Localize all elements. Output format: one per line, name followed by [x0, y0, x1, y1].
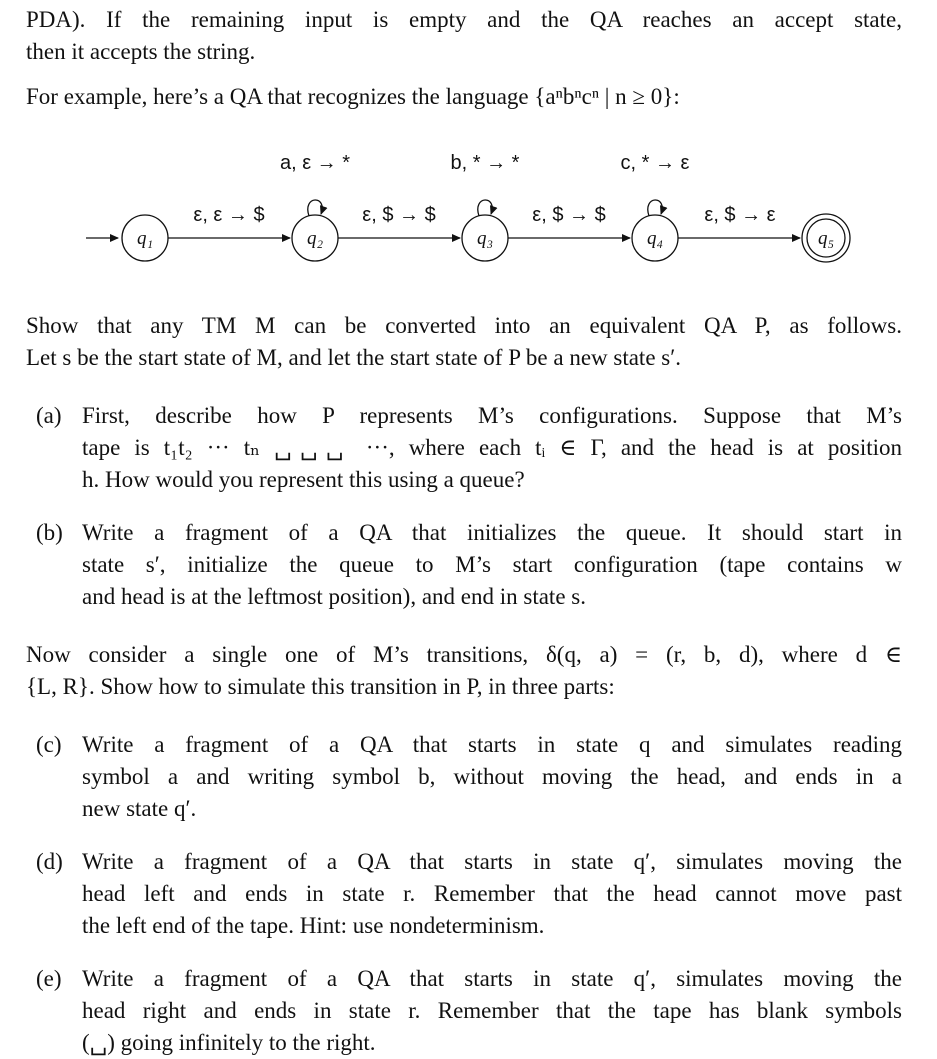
part-d-line-1: Write a fragment of a QA that starts in state q′, simulates moving the: [82, 849, 902, 874]
intro-line-1: PDA). If the remaining input is empty and the QA reaches an accept state,: [26, 7, 902, 32]
part-d-line-3: the left end of the tape. Hint: use nondeterminism.: [82, 913, 545, 938]
state-q3: [462, 215, 508, 261]
transition-label-q4-q5: ε, $ → ε: [704, 204, 776, 226]
part-a: [26, 400, 902, 496]
state-q4: [632, 215, 678, 261]
state-q2-label: q₂: [306, 228, 324, 249]
intro-line-2: then it accepts the string.: [26, 39, 256, 64]
state-q3-label: q₃: [476, 228, 494, 249]
state-q2: [292, 215, 338, 261]
part-c-line-2: symbol a and writing symbol b, without moving the head, and ends in a: [82, 764, 902, 789]
self-loop-q4: [648, 200, 662, 216]
transition-intro-line-2: {L, R}. Show how to simulate this transition in P, in three parts:: [26, 674, 615, 699]
part-e-line-3: (␣) going infinitely to the right.: [82, 1030, 376, 1055]
self-loop-q3: [478, 200, 492, 216]
loop-label-q3: b, * → *: [450, 152, 520, 174]
show-line-1: Show that any TM M can be converted into an equivalent QA P, as follows.: [26, 313, 902, 338]
part-e-tag: (e): [36, 966, 62, 991]
part-b-line-2: state s′, initialize the queue to M’s start configuration (tape contains w: [82, 552, 902, 577]
part-c: [26, 729, 902, 825]
part-d-tag: (d): [36, 849, 63, 874]
transition-label-q3-q4: ε, $ → $: [532, 204, 606, 226]
part-c-tag: (c): [36, 732, 62, 757]
qa-state-diagram: [26, 135, 902, 275]
parts-a-b: [26, 400, 902, 613]
part-a-line-1: First, describe how P represents M’s configurations. Suppose that M’s: [82, 403, 902, 428]
part-d-line-2: head left and ends in state r. Remember that the head cannot move past: [82, 881, 902, 906]
part-e-line-1: Write a fragment of a QA that starts in state q′, simulates moving the: [82, 966, 902, 991]
part-a-line-3: h. How would you represent this using a queue?: [82, 467, 525, 492]
part-e-line-2: head right and ends in state r. Remember that the tape has blank symbols: [82, 998, 902, 1023]
example-sentence: For example, here’s a QA that recognizes the language {aⁿbⁿcⁿ | n ≥ 0}:: [26, 84, 680, 109]
intro-section: [26, 4, 902, 113]
show-line-2: Let s be the start state of M, and let the start state of P be a new state s′.: [26, 345, 682, 370]
qa-diagram-svg: [26, 135, 902, 275]
transition-label-q2-q3: ε, $ → $: [362, 204, 436, 226]
part-b-line-3: and head is at the leftmost position), and end in state s.: [82, 584, 586, 609]
loop-label-q2: a, ε → *: [279, 152, 351, 174]
part-a-tag: (a): [36, 403, 62, 428]
part-b-tag: (b): [36, 520, 63, 545]
part-c-line-1: Write a fragment of a QA that starts in state q and simulates reading: [82, 732, 902, 757]
transition-intro: [26, 639, 902, 703]
part-a-line-2: tape is t₁t₂ ··· tₙ ␣␣␣ ···, where each tᵢ ∈ Γ, and the head is at position: [82, 435, 902, 460]
state-q4-label: q₄: [646, 228, 664, 249]
problem-statement: [26, 310, 902, 1059]
parts-c-d-e: [26, 729, 902, 1059]
part-b-line-1: Write a fragment of a QA that initializes the queue. It should start in: [82, 520, 902, 545]
self-loop-q2: [308, 200, 322, 216]
part-b: [26, 517, 902, 613]
part-e: [26, 963, 902, 1059]
state-q5-label: q₅: [817, 228, 835, 249]
state-q5-accept: [802, 214, 850, 262]
transition-label-q1-q2: ε, ε → $: [193, 204, 265, 226]
part-d: [26, 846, 902, 942]
state-q1: [122, 215, 168, 261]
transition-intro-line-1: Now consider a single one of M’s transitions, δ(q, a) = (r, b, d), where d ∈: [26, 642, 902, 667]
loop-label-q4: c, * → ε: [620, 152, 690, 174]
state-q1-label: q₁: [136, 228, 154, 249]
part-c-line-3: new state q′.: [82, 796, 197, 821]
